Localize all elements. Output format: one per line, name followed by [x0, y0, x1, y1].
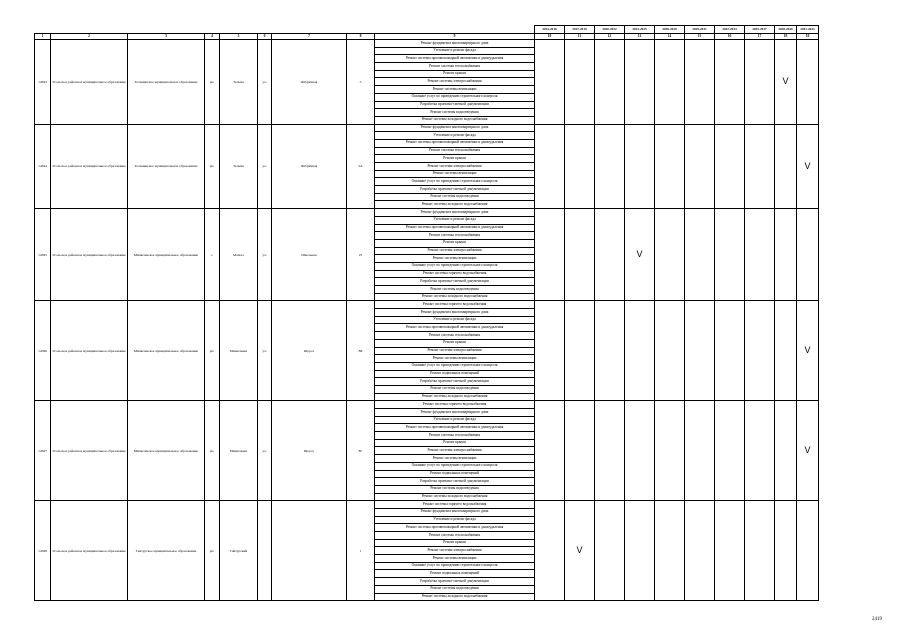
- column-number: 6: [258, 34, 272, 40]
- period-cell: [625, 124, 655, 209]
- work-item: Ремонт фундамента многоквартирного дома: [375, 309, 535, 317]
- work-item: Ремонт системы противопожарной автоматики и дымоудаления: [375, 139, 535, 147]
- period-cell: [595, 40, 625, 125]
- record-settlement: Мишелевское муниципальное образование: [128, 401, 205, 501]
- record-street: Щорса: [272, 401, 347, 501]
- period-cell: [655, 501, 685, 601]
- column-number: 10: [535, 34, 565, 40]
- work-item: Ремонт фундамента многоквартирного дома: [375, 209, 535, 217]
- period-header: 2035-2037: [745, 26, 775, 34]
- period-cell: [565, 124, 595, 209]
- work-item: Разработка проектно-сметной документации: [375, 101, 535, 109]
- period-cell: [715, 301, 745, 401]
- period-mark: V: [625, 209, 655, 301]
- period-cell: [595, 401, 625, 501]
- work-item: Ремонт системы холодного водоснабжения: [375, 201, 535, 209]
- period-mark: V: [797, 301, 819, 401]
- work-item: Ремонт системы вентиляции: [375, 86, 535, 94]
- period-cell: [745, 501, 775, 601]
- period-mark: V: [797, 401, 819, 501]
- record-street-type: ул.: [258, 301, 272, 401]
- work-item: Ремонт системы водоотведения: [375, 585, 535, 593]
- work-item: Ремонт крыши: [375, 155, 535, 163]
- period-cell: [535, 124, 565, 209]
- period-cell: [625, 501, 655, 601]
- work-item: Ремонт системы вентиляции: [375, 170, 535, 178]
- work-item: Утепление и ремонт фасада: [375, 416, 535, 424]
- period-cell: [745, 40, 775, 125]
- work-item: Разработка проектно-сметной документации: [375, 478, 535, 486]
- column-number: 3: [128, 34, 205, 40]
- record-settlement-type: рп.: [205, 40, 220, 125]
- period-cell: [655, 209, 685, 301]
- record-street: Школьная: [272, 209, 347, 301]
- period-cell: [625, 40, 655, 125]
- record-house: 5: [347, 40, 375, 125]
- table-row: [35, 501, 819, 509]
- record-street: Щорса: [272, 301, 347, 401]
- period-cell: [797, 501, 819, 601]
- period-cell: [715, 401, 745, 501]
- work-item: Разработка проектно-сметной документации: [375, 378, 535, 386]
- work-item: Ремонт системы противопожарной автоматики и дымоудаления: [375, 524, 535, 532]
- record-id: 14598: [35, 501, 51, 601]
- period-cell: [715, 209, 745, 301]
- table-row: [35, 301, 819, 309]
- work-item: Ремонт системы холодного водоснабжения: [375, 593, 535, 601]
- work-item: Ремонт системы электроснабжения: [375, 447, 535, 455]
- period-header: 2023-2025: [625, 26, 655, 34]
- record-street-type: ул.: [258, 40, 272, 125]
- work-item: Ремонт системы электроснабжения: [375, 78, 535, 86]
- record-id: 14594: [35, 124, 51, 209]
- record-locality: Тельма: [220, 40, 258, 125]
- work-item: Ремонт системы холодного водоснабжения: [375, 116, 535, 124]
- work-item: Ремонт подвальных помещений: [375, 570, 535, 578]
- period-header: 2032-2034: [715, 26, 745, 34]
- period-cell: [565, 401, 595, 501]
- record-street: [272, 501, 347, 601]
- work-item: Оказание услуг по проведению строительного контроля: [375, 562, 535, 570]
- column-number: 7: [272, 34, 347, 40]
- period-cell: [685, 124, 715, 209]
- period-cell: [715, 40, 745, 125]
- record-street-type: [258, 501, 272, 601]
- record-street: Фабричная: [272, 124, 347, 209]
- work-item: Разработка проектно-сметной документации: [375, 186, 535, 194]
- period-cell: [775, 501, 797, 601]
- work-item: Ремонт системы теплоснабжения: [375, 332, 535, 340]
- period-header: 2026-2028: [655, 26, 685, 34]
- period-cell: [745, 209, 775, 301]
- period-cell: [535, 501, 565, 601]
- work-item: Ремонт системы теплоснабжения: [375, 147, 535, 155]
- record-locality: Тайтурский: [220, 501, 258, 601]
- record-locality: Мишелевка: [220, 401, 258, 501]
- column-number: 15: [685, 34, 715, 40]
- record-district: Усольское районное муниципальное образование: [51, 301, 128, 401]
- period-cell: [625, 301, 655, 401]
- period-header: 2041-2043: [797, 26, 819, 34]
- work-item: Разработка проектно-сметной документации: [375, 578, 535, 586]
- period-cell: [797, 40, 819, 125]
- period-cell: [655, 124, 685, 209]
- record-settlement-type: рп.: [205, 301, 220, 401]
- record-settlement: Мишелевское муниципальное образование: [128, 301, 205, 401]
- work-item: Ремонт фундамента многоквартирного дома: [375, 124, 535, 132]
- period-cell: [775, 301, 797, 401]
- period-cell: [797, 209, 819, 301]
- work-item: Ремонт системы горячего водоснабжения: [375, 270, 535, 278]
- period-cell: [745, 301, 775, 401]
- period-cell: [565, 40, 595, 125]
- work-item: Ремонт системы вентиляции: [375, 255, 535, 263]
- record-settlement-type: с.: [205, 209, 220, 301]
- period-header: 2029-2031: [685, 26, 715, 34]
- work-item: Ремонт системы холодного водоснабжения: [375, 393, 535, 401]
- period-cell: [775, 209, 797, 301]
- period-cell: [685, 40, 715, 125]
- period-header-row: [35, 26, 819, 34]
- record-settlement-type: рп.: [205, 124, 220, 209]
- work-item: Ремонт системы электроснабжения: [375, 347, 535, 355]
- work-item: Ремонт системы водоотведения: [375, 485, 535, 493]
- record-id: 14593: [35, 40, 51, 125]
- record-house: 5А: [347, 124, 375, 209]
- column-number: 1: [35, 34, 51, 40]
- period-cell: [655, 40, 685, 125]
- period-cell: [625, 401, 655, 501]
- record-house: 1: [347, 501, 375, 601]
- table-row: [35, 124, 819, 132]
- period-header: 2014-2016: [535, 26, 565, 34]
- period-cell: [655, 401, 685, 501]
- column-number: 5: [220, 34, 258, 40]
- work-item: Ремонт подвальных помещений: [375, 470, 535, 478]
- work-item: Ремонт крыши: [375, 539, 535, 547]
- column-number: 8: [347, 34, 375, 40]
- work-item: Разработка проектно-сметной документации: [375, 278, 535, 286]
- record-locality: Мишелевка: [220, 301, 258, 401]
- period-mark: V: [775, 40, 797, 125]
- work-item: Утепление и ремонт фасада: [375, 47, 535, 55]
- work-item: Ремонт системы противопожарной автоматики и дымоудаления: [375, 55, 535, 63]
- work-item: Оказание услуг по проведению строительного контроля: [375, 93, 535, 101]
- column-number: 2: [51, 34, 128, 40]
- work-item: Ремонт крыши: [375, 239, 535, 247]
- period-cell: [775, 401, 797, 501]
- work-item: Утепление и ремонт фасада: [375, 316, 535, 324]
- column-number: 4: [205, 34, 220, 40]
- work-item: Оказание услуг по проведению строительного контроля: [375, 362, 535, 370]
- table-row: [35, 209, 819, 217]
- record-district: Усольское районное муниципальное образование: [51, 124, 128, 209]
- record-settlement-type: рп.: [205, 401, 220, 501]
- period-cell: [595, 209, 625, 301]
- period-cell: [685, 209, 715, 301]
- column-number: 14: [655, 34, 685, 40]
- work-item: Ремонт системы вентиляции: [375, 355, 535, 363]
- work-item: Ремонт системы холодного водоснабжения: [375, 493, 535, 501]
- record-house: 8Б: [347, 301, 375, 401]
- work-item: Ремонт системы горячего водоснабжения: [375, 301, 535, 309]
- record-street-type: ул.: [258, 124, 272, 209]
- column-number: 18: [775, 34, 797, 40]
- work-item: Оказание услуг по проведению строительного контроля: [375, 262, 535, 270]
- period-mark: V: [565, 501, 595, 601]
- work-item: Ремонт системы вентиляции: [375, 555, 535, 563]
- record-settlement-type: рп.: [205, 501, 220, 601]
- record-id: 14596: [35, 301, 51, 401]
- period-cell: [775, 124, 797, 209]
- period-cell: [685, 301, 715, 401]
- period-cell: [565, 301, 595, 401]
- period-header: 2020-2022: [595, 26, 625, 34]
- record-district: Усольское районное муниципальное образование: [51, 40, 128, 125]
- period-cell: [685, 501, 715, 601]
- record-id: 14597: [35, 401, 51, 501]
- period-cell: [595, 501, 625, 601]
- period-cell: [715, 501, 745, 601]
- work-item: Ремонт системы теплоснабжения: [375, 432, 535, 440]
- work-item: Ремонт фундамента многоквартирного дома: [375, 409, 535, 417]
- work-item: Ремонт системы теплоснабжения: [375, 532, 535, 540]
- period-cell: [535, 209, 565, 301]
- record-settlement: Мишелевское муниципальное образование: [128, 209, 205, 301]
- record-settlement: Тельминское муниципальное образование: [128, 124, 205, 209]
- record-district: Усольское районное муниципальное образование: [51, 401, 128, 501]
- record-settlement: Тельминское муниципальное образование: [128, 40, 205, 125]
- record-house: 25: [347, 209, 375, 301]
- table-row: [35, 401, 819, 409]
- work-item: Ремонт фундамента многоквартирного дома: [375, 508, 535, 516]
- work-item: Ремонт системы водоотведения: [375, 385, 535, 393]
- work-item: Утепление и ремонт фасада: [375, 132, 535, 140]
- column-number: 12: [595, 34, 625, 40]
- work-item: Ремонт системы горячего водоснабжения: [375, 501, 535, 509]
- work-item: Ремонт системы теплоснабжения: [375, 63, 535, 71]
- record-street: Фабричная: [272, 40, 347, 125]
- period-cell: [685, 401, 715, 501]
- record-locality: Мальта: [220, 209, 258, 301]
- work-item: Ремонт крыши: [375, 439, 535, 447]
- period-cell: [745, 124, 775, 209]
- period-cell: [655, 301, 685, 401]
- record-street-type: ул.: [258, 209, 272, 301]
- work-item: Ремонт крыши: [375, 70, 535, 78]
- work-item: Ремонт системы горячего водоснабжения: [375, 401, 535, 409]
- work-item: Ремонт крыши: [375, 339, 535, 347]
- record-house: 8Г: [347, 401, 375, 501]
- column-number: 16: [715, 34, 745, 40]
- work-item: Ремонт системы водоотведения: [375, 193, 535, 201]
- work-item: Ремонт системы электроснабжения: [375, 547, 535, 555]
- period-cell: [715, 124, 745, 209]
- period-cell: [535, 301, 565, 401]
- work-item: Ремонт подвальных помещений: [375, 370, 535, 378]
- work-item: Ремонт системы водоотведения: [375, 286, 535, 294]
- period-cell: [565, 209, 595, 301]
- work-item: Утепление и ремонт фасада: [375, 516, 535, 524]
- work-item: Ремонт системы противопожарной автоматики и дымоудаления: [375, 424, 535, 432]
- record-id: 14595: [35, 209, 51, 301]
- page-number: 2419: [872, 617, 882, 622]
- work-item: Ремонт системы вентиляции: [375, 455, 535, 463]
- record-district: Усольское районное муниципальное образование: [51, 501, 128, 601]
- work-item: Утепление и ремонт фасада: [375, 216, 535, 224]
- work-item: Ремонт системы противопожарной автоматики и дымоудаления: [375, 224, 535, 232]
- column-number: 9: [375, 34, 535, 40]
- work-item: Оказание услуг по проведению строительного контроля: [375, 462, 535, 470]
- period-header: 2017-2019: [565, 26, 595, 34]
- period-cell: [535, 40, 565, 125]
- work-item: Ремонт системы электроснабжения: [375, 247, 535, 255]
- period-cell: [595, 301, 625, 401]
- record-street-type: ул.: [258, 401, 272, 501]
- work-item: Ремонт системы холодного водоснабжения: [375, 293, 535, 301]
- period-cell: [595, 124, 625, 209]
- column-number: 19: [797, 34, 819, 40]
- period-header: 2038-2040: [775, 26, 797, 34]
- work-item: Ремонт системы противопожарной автоматики и дымоудаления: [375, 324, 535, 332]
- period-mark: V: [797, 124, 819, 209]
- column-number: 13: [625, 34, 655, 40]
- table-row: [35, 40, 819, 48]
- header-spacer: [35, 26, 535, 34]
- work-item: Оказание услуг по проведению строительного контроля: [375, 178, 535, 186]
- period-cell: [535, 401, 565, 501]
- work-item: Ремонт системы теплоснабжения: [375, 232, 535, 240]
- work-item: Ремонт фундамента многоквартирного дома: [375, 40, 535, 48]
- period-cell: [745, 401, 775, 501]
- capital-repair-schedule-table: [34, 25, 819, 601]
- record-district: Усольское районное муниципальное образование: [51, 209, 128, 301]
- column-number: 17: [745, 34, 775, 40]
- record-locality: Тельма: [220, 124, 258, 209]
- work-item: Ремонт системы водоотведения: [375, 109, 535, 117]
- record-settlement: Тайтурское муниципальное образование: [128, 501, 205, 601]
- work-item: Ремонт системы электроснабжения: [375, 163, 535, 171]
- column-number: 11: [565, 34, 595, 40]
